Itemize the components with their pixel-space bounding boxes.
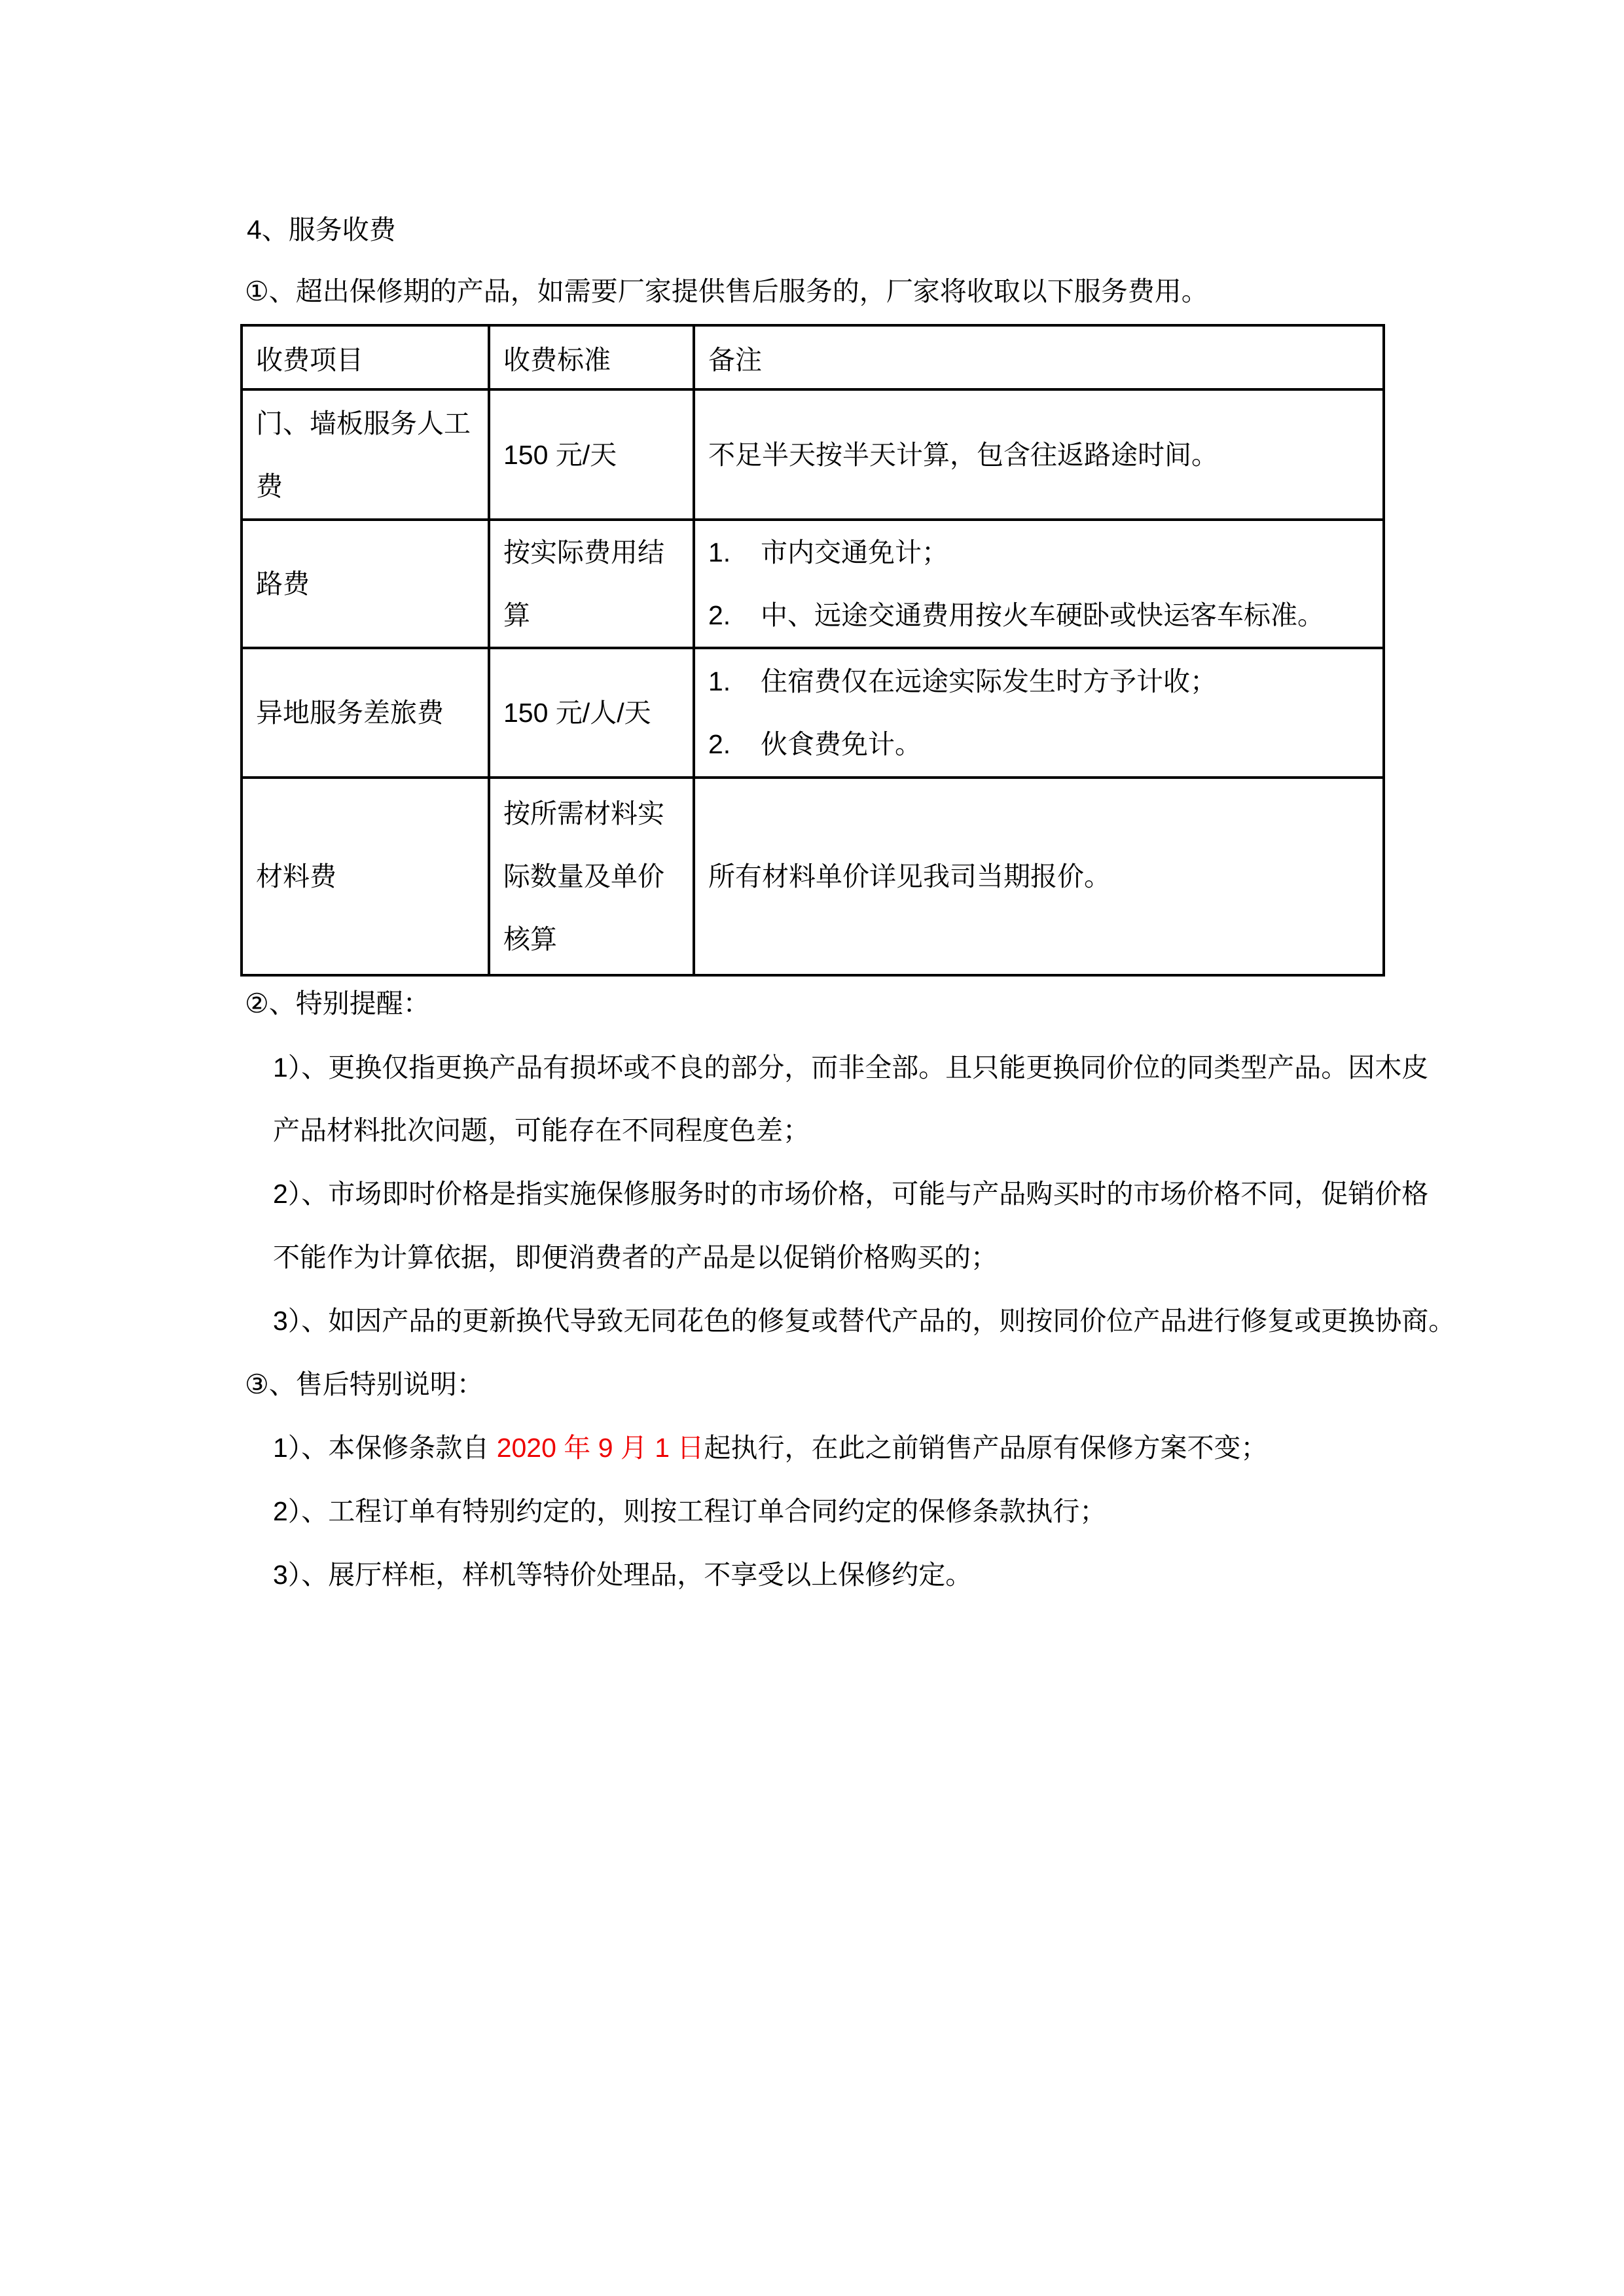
section3-item2: 2）、工程订单有特别约定的，则按工程订单合同约定的保修条款执行； [273, 1496, 1107, 1526]
section2-item2-line1: 2）、市场即时价格是指实施保修服务时的市场价格，可能与产品购买时的市场价格不同，促销价格 [273, 1179, 1429, 1209]
intro-paragraph: ①、超出保修期的产品，如需要厂家提供售后服务的，厂家将收取以下服务费用。 [245, 276, 1208, 306]
cell-item: 路费 [242, 520, 489, 648]
header-standard: 收费标准 [489, 325, 694, 389]
table-row [242, 648, 1384, 778]
section3-item1-effective-date: 2020 年 9 月 1 日 [496, 1433, 704, 1463]
section3-item1 [273, 1431, 1267, 1464]
note-text: 市内交通免计； [761, 537, 948, 567]
section3-item1-suffix: 起执行，在此之前销售产品原有保修方案不变； [704, 1433, 1268, 1463]
note-text: 伙食费免计。 [761, 729, 922, 759]
section2-item1-line2: 产品材料批次问题，可能存在不同程度色差； [273, 1115, 810, 1145]
note-text: 住宿费仅在远途实际发生时方予计收； [761, 666, 1217, 696]
cell-standard: 按所需材料实 际数量及单价 核算 [489, 778, 694, 975]
cell-standard: 按实际费用结 算 [489, 520, 694, 648]
table-header-row [242, 325, 1384, 389]
cell-note [694, 520, 1384, 648]
cell-standard: 150 元/人/天 [489, 648, 694, 778]
table-row [242, 778, 1384, 975]
cell-standard: 150 元/天 [489, 389, 694, 520]
cell-item: 材料费 [242, 778, 489, 975]
cell-item: 异地服务差旅费 [242, 648, 489, 778]
cell-item: 门、墙板服务人工 费 [242, 389, 489, 520]
cell-note: 不足半天按半天计算，包含往返路途时间。 [694, 389, 1384, 520]
note-text: 中、远途交通费用按火车硬卧或快运客车标准。 [761, 600, 1324, 630]
cell-note [694, 648, 1384, 778]
note-number: 1. [708, 666, 731, 696]
header-note: 备注 [694, 325, 1384, 389]
note-number: 1. [708, 537, 731, 567]
table-row [242, 389, 1384, 520]
cell-note: 所有材料单价详见我司当期报价。 [694, 778, 1384, 975]
note-number: 2. [708, 600, 731, 630]
section2-heading: ②、特别提醒： [245, 988, 430, 1018]
header-item: 收费项目 [242, 325, 489, 389]
section2-item1-line1: 1）、更换仅指更换产品有损坏或不良的部分，而非全部。且只能更换同价位的同类型产品。因木皮 [273, 1052, 1429, 1083]
section2-item3: 3）、如因产品的更新换代导致无同花色的修复或替代产品的，则按同价位产品进行修复或更换协商。 [273, 1306, 1456, 1336]
fee-table [240, 324, 1385, 977]
table-row [242, 520, 1384, 648]
section3-heading: ③、售后特别说明： [245, 1369, 484, 1399]
page-title: 4、服务收费 [247, 215, 396, 245]
section3-item1-prefix: 1）、本保修条款自 [273, 1433, 497, 1463]
section2-item2-line2: 不能作为计算依据，即便消费者的产品是以促销价格购买的； [273, 1242, 998, 1272]
note-number: 2. [708, 729, 731, 759]
section3-item3: 3）、展厅样柜，样机等特价处理品，不享受以上保修约定。 [273, 1560, 973, 1590]
